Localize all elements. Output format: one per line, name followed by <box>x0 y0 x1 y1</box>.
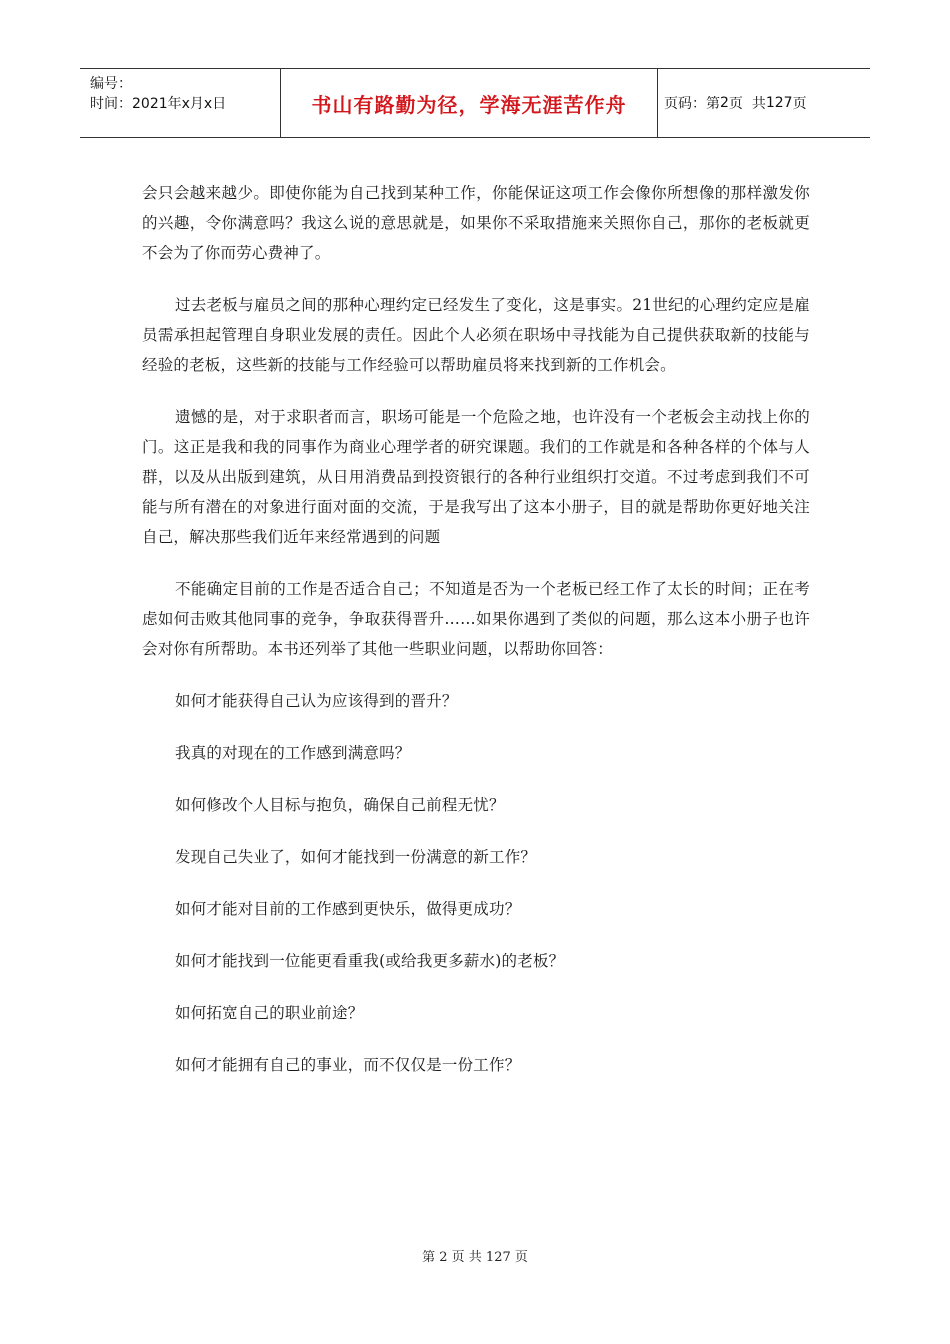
paragraph: 不能确定目前的工作是否适合自己；不知道是否为一个老板已经工作了太长的时间；正在考虑如何击败其他同事的竞争，争取获得晋升……如果你遇到了类似的问题，那么这本小册子也许会对你有所帮助。本书还列举了其他一些职业问题，以帮助你回答： <box>142 580 810 658</box>
question-item: 发现自己失业了，如何才能找到一份满意的新工作？ <box>175 848 537 866</box>
page-footer: 第 2 页 共 127 页 <box>422 1250 528 1265</box>
page-number-cell <box>658 69 870 137</box>
date-label: 时间：2021年x月x日 <box>90 96 227 112</box>
question-item: 如何修改个人目标与抱负，确保自己前程无忧？ <box>175 796 505 814</box>
paragraph: 过去老板与雇员之间的那种心理约定已经发生了变化，这是事实。21世纪的心理约定应是雇员需承担起管理自身职业发展的责任。因此个人必须在职场中寻找能为自己提供获取新的技能与经验的老板，这些新的技能与工作经验可以帮助雇员将来找到新的工作机会。 <box>142 296 810 374</box>
question-item: 我真的对现在的工作感到满意吗？ <box>175 744 411 762</box>
page-suffix: 页 <box>792 96 807 112</box>
number-label: 编号： <box>90 76 132 92</box>
header-meta <box>80 69 280 137</box>
page-prefix: 页码：第 <box>664 96 720 112</box>
question-item: 如何才能对目前的工作感到更快乐，做得更成功？ <box>175 900 521 918</box>
question-item: 如何才能找到一位能更看重我(或给我更多薪水)的老板？ <box>175 952 565 970</box>
question-item: 如何才能获得自己认为应该得到的晋升？ <box>175 692 458 710</box>
motto-text: 书山有路勤为径，学海无涯苦作舟 <box>311 92 627 117</box>
document-header <box>80 68 870 138</box>
page-total: 127 <box>765 95 793 111</box>
document-body <box>142 178 810 1102</box>
paragraph: 会只会越来越少。即使你能为自己找到某种工作，你能保证这项工作会像你所想像的那样激发你的兴趣，令你满意吗？我这么说的意思就是，如果你不采取措施来关照你自己，那你的老板就更不会为了你而劳心费神了。 <box>142 184 810 262</box>
paragraph: 遗憾的是，对于求职者而言，职场可能是一个危险之地，也许没有一个老板会主动找上你的门。这正是我和我的同事作为商业心理学者的研究课题。我们的工作就是和各种各样的个体与人群，以及从出版到建筑，从日用消费品到投资银行的各种行业组织打交道。不过考虑到我们不可能与所有潜在的对象进行面对面的交流，于是我写出了这本小册子，目的就是帮助你更好地关注自己，解决那些我们近年来经常遇到的问题 <box>142 408 810 546</box>
page-current: 2 <box>720 95 729 111</box>
page-mid: 页 共 <box>728 96 766 112</box>
question-item: 如何才能拥有自己的事业，而不仅仅是一份工作？ <box>175 1056 521 1074</box>
question-item: 如何拓宽自己的职业前途？ <box>175 1004 364 1022</box>
header-motto-cell <box>280 69 658 137</box>
